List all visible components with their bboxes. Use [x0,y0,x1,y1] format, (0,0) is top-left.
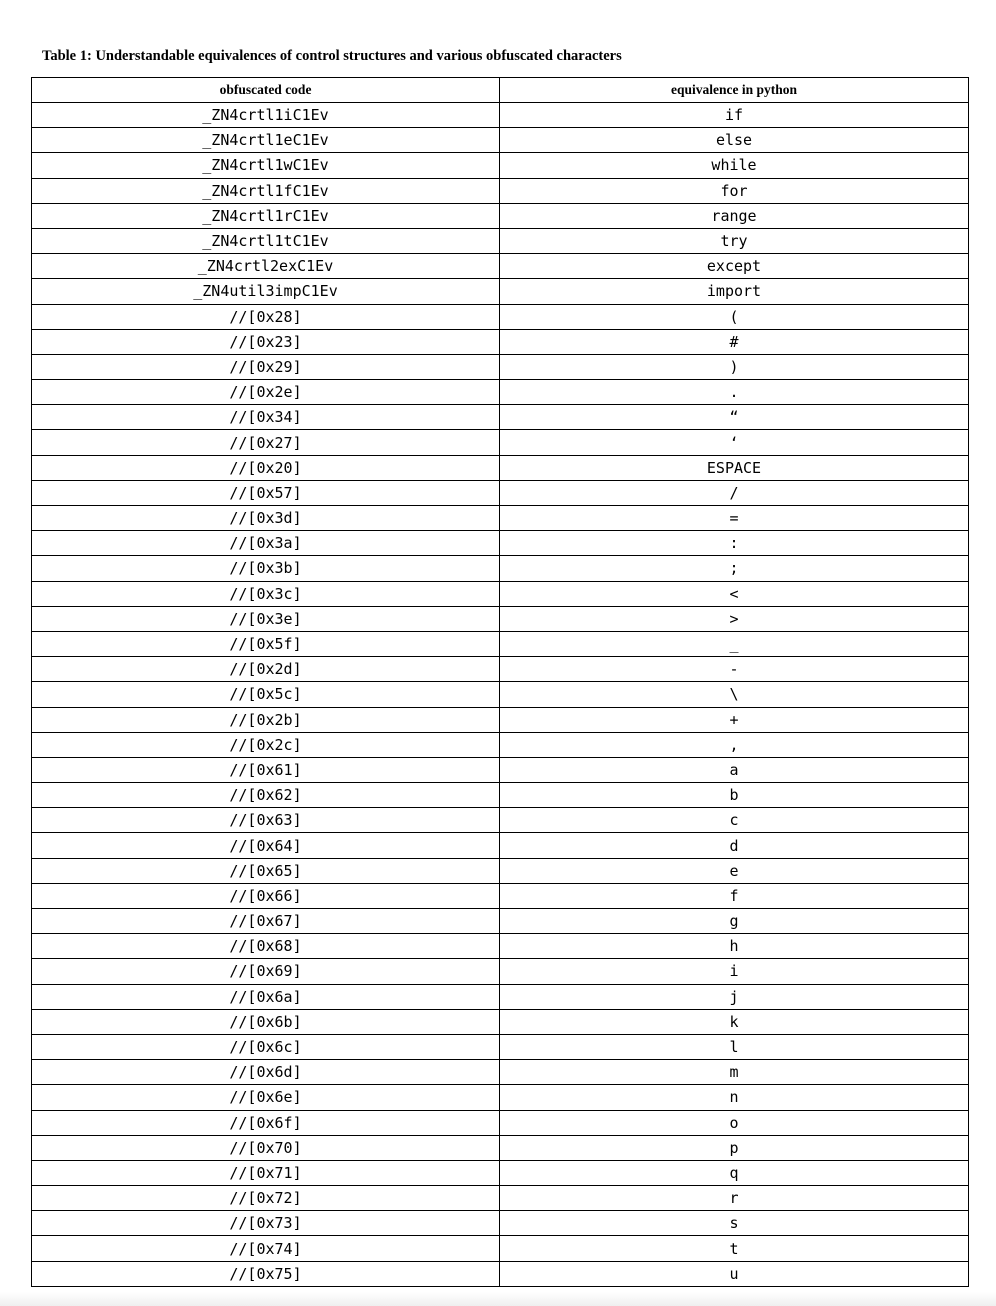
obfuscated-code-cell: //[0x23] [32,329,500,354]
python-equivalence-cell: u [500,1261,969,1286]
python-equivalence-cell: while [500,153,969,178]
table-row [32,1160,969,1185]
python-equivalence-cell: if [500,103,969,128]
obfuscated-code-cell: //[0x2d] [32,657,500,682]
table-row [32,808,969,833]
table-row [32,959,969,984]
table-row [32,153,969,178]
table-row [32,329,969,354]
table-row [32,228,969,253]
python-equivalence-cell: + [500,707,969,732]
python-equivalence-cell: ; [500,556,969,581]
obfuscated-code-cell: _ZN4crtl1fC1Ev [32,178,500,203]
python-equivalence-cell: t [500,1236,969,1261]
table-row [32,1261,969,1286]
python-equivalence-cell: n [500,1085,969,1110]
table-row [32,1186,969,1211]
python-equivalence-cell: ( [500,304,969,329]
table-row [32,1060,969,1085]
python-equivalence-cell: l [500,1034,969,1059]
obfuscated-code-cell: _ZN4crtl1iC1Ev [32,103,500,128]
python-equivalence-cell: ESPACE [500,455,969,480]
obfuscated-code-cell: //[0x67] [32,909,500,934]
table-row [32,682,969,707]
python-equivalence-cell: ‘ [500,430,969,455]
python-equivalence-cell: a [500,757,969,782]
obfuscated-code-cell: _ZN4crtl2exC1Ev [32,254,500,279]
obfuscated-code-cell: _ZN4crtl1tC1Ev [32,228,500,253]
table-row [32,858,969,883]
python-equivalence-cell: , [500,732,969,757]
table-row [32,984,969,1009]
column-header-obfuscated-code: obfuscated code [32,78,500,103]
obfuscated-code-cell: //[0x62] [32,783,500,808]
table-row [32,732,969,757]
obfuscated-code-cell: //[0x6c] [32,1034,500,1059]
obfuscated-code-cell: //[0x3e] [32,606,500,631]
obfuscated-code-cell: //[0x64] [32,833,500,858]
table-row [32,1211,969,1236]
obfuscated-code-cell: //[0x63] [32,808,500,833]
table-row [32,631,969,656]
python-equivalence-cell: except [500,254,969,279]
table-row [32,556,969,581]
python-equivalence-cell: i [500,959,969,984]
obfuscated-code-cell: _ZN4crtl1rC1Ev [32,203,500,228]
table-row [32,405,969,430]
python-equivalence-cell: o [500,1110,969,1135]
table-row [32,178,969,203]
python-equivalence-cell: - [500,657,969,682]
python-equivalence-cell: s [500,1211,969,1236]
obfuscated-code-cell: //[0x69] [32,959,500,984]
obfuscated-code-cell: //[0x27] [32,430,500,455]
obfuscated-code-cell: //[0x74] [32,1236,500,1261]
obfuscated-code-cell: //[0x65] [32,858,500,883]
python-equivalence-cell: q [500,1160,969,1185]
table-body [32,103,969,1287]
python-equivalence-cell: k [500,1009,969,1034]
obfuscated-code-cell: //[0x70] [32,1135,500,1160]
obfuscated-code-cell: //[0x29] [32,354,500,379]
python-equivalence-cell: e [500,858,969,883]
obfuscated-code-cell: //[0x6f] [32,1110,500,1135]
obfuscated-code-cell: _ZN4crtl1eC1Ev [32,128,500,153]
table-row [32,304,969,329]
python-equivalence-cell: for [500,178,969,203]
python-equivalence-cell: “ [500,405,969,430]
python-equivalence-cell: / [500,480,969,505]
python-equivalence-cell: . [500,380,969,405]
table-row [32,657,969,682]
python-equivalence-cell: h [500,934,969,959]
obfuscated-code-cell: //[0x61] [32,757,500,782]
python-equivalence-cell: j [500,984,969,1009]
python-equivalence-cell: else [500,128,969,153]
obfuscated-code-cell: //[0x57] [32,480,500,505]
table-row [32,506,969,531]
obfuscated-code-cell: //[0x3c] [32,581,500,606]
obfuscated-code-cell: //[0x5f] [32,631,500,656]
table-row [32,707,969,732]
python-equivalence-cell: c [500,808,969,833]
python-equivalence-cell: # [500,329,969,354]
obfuscated-code-cell: //[0x72] [32,1186,500,1211]
table-row [32,1135,969,1160]
table-row [32,581,969,606]
python-equivalence-cell: d [500,833,969,858]
table-row [32,380,969,405]
python-equivalence-cell: import [500,279,969,304]
python-equivalence-cell: try [500,228,969,253]
obfuscated-code-cell: //[0x34] [32,405,500,430]
table-row [32,279,969,304]
table-row [32,606,969,631]
table-row [32,783,969,808]
obfuscated-code-cell: _ZN4util3impC1Ev [32,279,500,304]
table-row [32,480,969,505]
obfuscated-code-cell: //[0x73] [32,1211,500,1236]
page-bottom-shadow [0,1292,996,1306]
python-equivalence-cell: p [500,1135,969,1160]
table-row [32,1085,969,1110]
obfuscated-code-cell: //[0x5c] [32,682,500,707]
table-row [32,203,969,228]
python-equivalence-cell: r [500,1186,969,1211]
table-row [32,1236,969,1261]
obfuscated-code-cell: //[0x3b] [32,556,500,581]
table-row [32,1034,969,1059]
python-equivalence-cell: range [500,203,969,228]
table-header-row [32,78,969,103]
obfuscated-code-cell: //[0x2b] [32,707,500,732]
obfuscated-code-cell: //[0x71] [32,1160,500,1185]
table-row [32,354,969,379]
table-row [32,909,969,934]
table-row [32,757,969,782]
python-equivalence-cell: > [500,606,969,631]
table-row [32,254,969,279]
python-equivalence-cell: _ [500,631,969,656]
python-equivalence-cell: \ [500,682,969,707]
table-row [32,1009,969,1034]
obfuscated-code-cell: //[0x75] [32,1261,500,1286]
obfuscated-code-cell: //[0x6e] [32,1085,500,1110]
table-row [32,934,969,959]
table-row [32,531,969,556]
python-equivalence-cell: : [500,531,969,556]
obfuscated-code-cell: //[0x2e] [32,380,500,405]
table-row [32,833,969,858]
obfuscated-code-cell: //[0x66] [32,883,500,908]
table-row [32,1110,969,1135]
obfuscated-code-cell: //[0x3d] [32,506,500,531]
table-row [32,103,969,128]
obfuscated-code-cell: //[0x68] [32,934,500,959]
obfuscated-code-cell: //[0x28] [32,304,500,329]
python-equivalence-cell: b [500,783,969,808]
obfuscated-code-cell: //[0x2c] [32,732,500,757]
python-equivalence-cell: m [500,1060,969,1085]
table-row [32,455,969,480]
python-equivalence-cell: g [500,909,969,934]
python-equivalence-cell: f [500,883,969,908]
python-equivalence-cell: ) [500,354,969,379]
obfuscated-code-cell: //[0x6d] [32,1060,500,1085]
table-row [32,128,969,153]
equivalence-table [31,77,969,1287]
python-equivalence-cell: = [500,506,969,531]
obfuscated-code-cell: //[0x20] [32,455,500,480]
table-row [32,430,969,455]
obfuscated-code-cell: //[0x6a] [32,984,500,1009]
obfuscated-code-cell: //[0x3a] [32,531,500,556]
python-equivalence-cell: < [500,581,969,606]
obfuscated-code-cell: //[0x6b] [32,1009,500,1034]
column-header-python-equivalence: equivalence in python [500,78,969,103]
obfuscated-code-cell: _ZN4crtl1wC1Ev [32,153,500,178]
table-caption: Table 1: Understandable equivalences of control structures and various obfuscated characters [42,48,622,64]
table-row [32,883,969,908]
